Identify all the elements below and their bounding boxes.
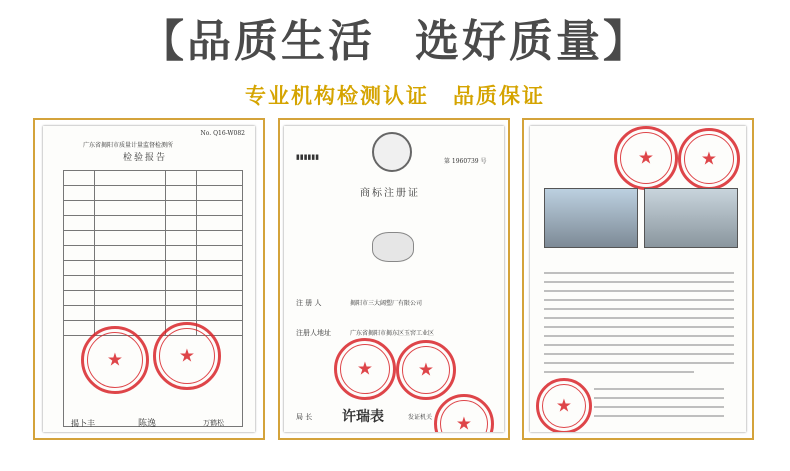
trademark-logo [372,232,414,262]
certificate-stamp-2: ★ [396,340,456,400]
certificate-stamp-3: ★ [434,394,494,432]
trademark-certificate-frame [278,118,510,440]
inspection-report [43,126,255,432]
paragraph-line [544,308,734,310]
page-title [0,6,790,68]
building-photo-2 [644,188,738,248]
director-label: 局 长 [296,413,313,421]
paragraph-line [544,290,734,292]
certificate-title: 商标注册证 [360,188,420,199]
inspection-report-frame [33,118,265,440]
issuer-label: 发证机关 [408,414,433,421]
contact-line [594,388,724,390]
address-value: 广东省揭阳市揭东区玉窖工业区 [350,330,435,337]
trademark-certificate [284,126,504,432]
paragraph-line [544,362,734,364]
company-stamp-3: ★ [536,378,592,432]
report-sign-1: 揭卜丰 [71,419,95,428]
company-stamp-1: ★ [614,126,678,190]
paragraph-line [544,344,734,346]
certificate-stamp-1: ★ [334,338,396,400]
title-left: 【品质生活 [140,16,375,67]
address-label: 注册人地址 [296,329,331,337]
company-document [530,126,746,432]
company-stamp-2: ★ [678,128,740,190]
registrant-label: 注 册 人 [296,299,322,307]
page-subtitle [0,80,790,110]
contact-line [594,415,724,417]
subtitle-right: 品质保证 [453,84,545,108]
report-stamp-2: ★ [153,322,221,390]
report-title: 检验报告 [123,153,168,163]
registrant-value: 揭阳市三大阔塑厂有限公司 [350,300,423,307]
report-institution: 广东省揭阳市质量计量监督检测所 [83,142,174,149]
title-right: 选好质量】 [415,16,650,67]
certificate-header-mark: ▮▮▮▮▮▮ [296,152,320,161]
building-photo-1 [544,188,638,248]
national-emblem-icon [372,132,412,172]
paragraph-line [544,317,734,319]
report-sign-3: 万鹤松 [203,419,224,427]
paragraph-line [544,299,734,301]
director-signature: 许瑞表 [342,409,384,425]
report-sign-2: 陈逸 [138,419,157,429]
paragraph-line [544,281,734,283]
paragraph-line [544,353,734,355]
subtitle-left: 专业机构检测认证 [245,84,429,108]
company-document-frame [522,118,754,440]
paragraph-line [544,371,694,373]
paragraph-line [544,326,734,328]
report-stamp-1: ★ [81,326,149,394]
report-table [63,170,243,427]
paragraph-line [544,335,734,337]
contact-line [594,397,724,399]
report-number: No. Q16-W082 [200,130,245,137]
contact-line [594,406,724,408]
paragraph-line [544,272,734,274]
registration-number: 第 1960739 号 [444,158,487,165]
